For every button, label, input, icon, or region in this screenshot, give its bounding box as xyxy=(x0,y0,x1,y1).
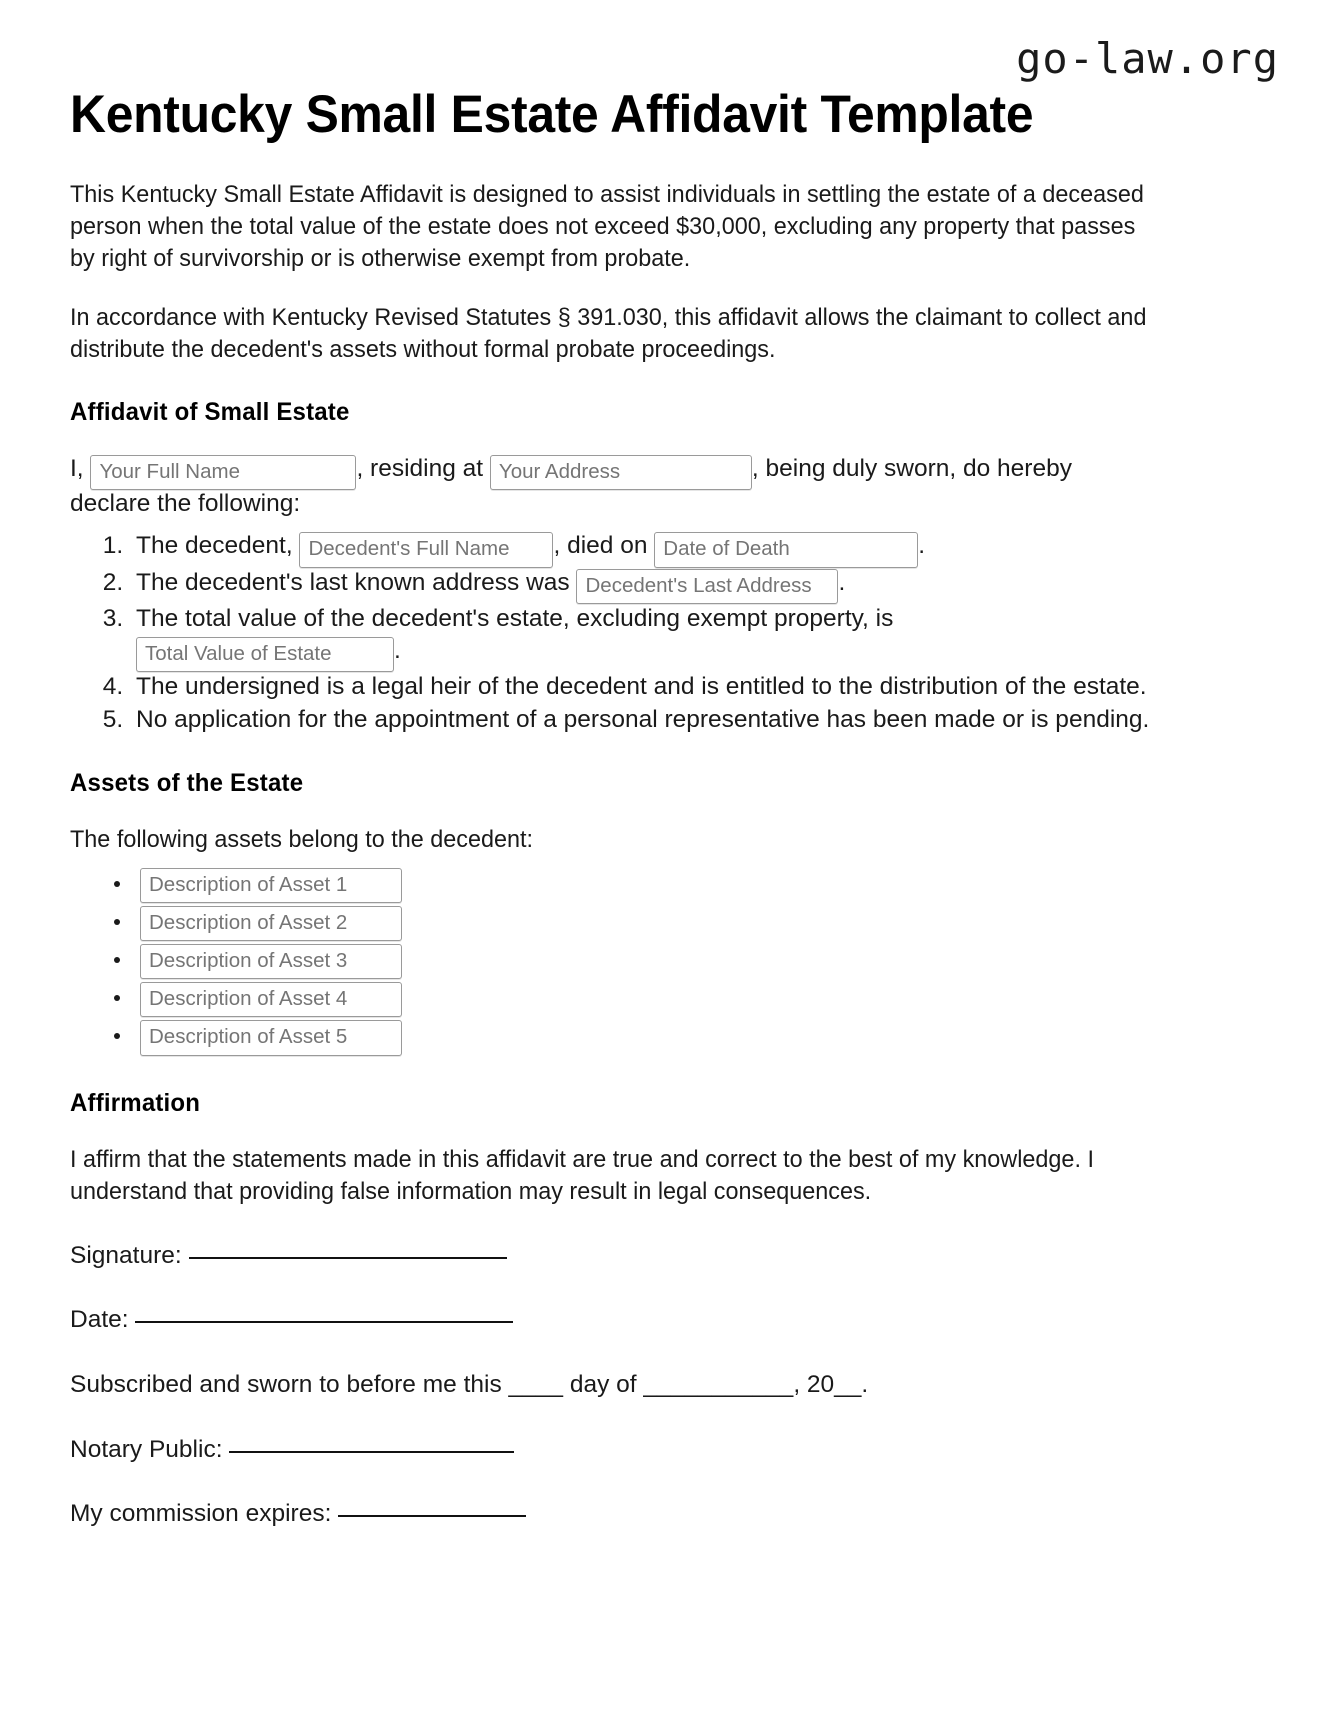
intro-paragraph-2: In accordance with Kentucky Revised Statutes § 391.030, this affidavit allows the claimant to collect and distribute the decedent's assets without formal probate proceedings. xyxy=(70,303,1147,363)
declaration-lead-middle: , residing at xyxy=(356,454,484,482)
declaration-item-5-text: No application for the appointment of a personal representative has been made or is pending. xyxy=(136,705,1150,733)
signature-block xyxy=(70,1240,1155,1531)
notary-label: Notary Public: xyxy=(70,1435,223,1463)
declaration-lead-prefix: I, xyxy=(70,454,84,482)
declaration-lead xyxy=(70,453,1155,521)
intro-paragraph-1: This Kentucky Small Estate Affidavit is designed to assist individuals in settling the estate of a deceased person when the total value of the estate does not exceed $30,000, excluding any property that passes by right of survivorship or is otherwise exempt from probate. xyxy=(70,181,1144,273)
declaration-item-4 xyxy=(130,671,1155,704)
section-heading-assets: Assets of the Estate xyxy=(70,768,304,797)
commission-line xyxy=(70,1498,1155,1531)
sworn-middle: day of xyxy=(569,1370,637,1398)
page-title: Kentucky Small Estate Affidavit Template xyxy=(70,85,1034,144)
declaration-item-1 xyxy=(130,530,1155,566)
asset-2-input[interactable] xyxy=(140,906,402,941)
sworn-month-blank[interactable]: ___________ xyxy=(643,1370,794,1398)
date-line xyxy=(70,1304,1155,1337)
total-value-input[interactable] xyxy=(136,637,394,672)
assets-list xyxy=(70,866,1155,1054)
declaration-item-4-text: The undersigned is a legal heir of the decedent and is entitled to the distribution of the estate. xyxy=(136,672,1147,700)
list-item xyxy=(132,904,1155,939)
affirmation-text: I affirm that the statements made in this affidavit are true and correct to the best of my knowledge. I understand that providing false information may result in legal consequences. xyxy=(70,1145,1094,1205)
sworn-suffix: , 20__. xyxy=(793,1370,869,1398)
declaration-item-2-prefix: The decedent's last known address was xyxy=(136,568,570,596)
date-of-death-input[interactable] xyxy=(654,532,918,567)
address-input[interactable] xyxy=(490,455,752,490)
declaration-lead-suffix: , being duly sworn, do hereby declare the following: xyxy=(70,454,1072,517)
declaration-list xyxy=(70,530,1155,736)
notary-line xyxy=(70,1434,1155,1467)
list-item xyxy=(132,866,1155,901)
decedent-name-input[interactable] xyxy=(299,532,553,567)
declaration-item-5 xyxy=(130,704,1155,737)
decedent-last-address-input[interactable] xyxy=(576,569,838,604)
signature-line xyxy=(70,1240,1155,1273)
asset-3-input[interactable] xyxy=(140,944,402,979)
date-rule[interactable] xyxy=(135,1321,513,1323)
declaration-item-3-suffix: . xyxy=(394,636,401,664)
declaration-item-3-prefix: The total value of the decedent's estate, excluding exempt property, is xyxy=(136,604,894,632)
site-watermark: go-law.org xyxy=(1016,34,1279,83)
list-item xyxy=(132,942,1155,977)
list-item xyxy=(132,980,1155,1015)
document-content xyxy=(70,0,1155,1531)
sworn-prefix: Subscribed and sworn to before me this xyxy=(70,1370,502,1398)
commission-rule[interactable] xyxy=(338,1515,526,1517)
asset-4-input[interactable] xyxy=(140,982,402,1017)
date-label: Date: xyxy=(70,1306,129,1334)
declaration-item-3 xyxy=(130,603,1155,671)
sworn-day-blank[interactable]: ____ xyxy=(508,1370,564,1398)
commission-label: My commission expires: xyxy=(70,1500,332,1528)
list-item xyxy=(132,1018,1155,1053)
signature-label: Signature: xyxy=(70,1241,182,1269)
declaration-item-2-suffix: . xyxy=(838,568,846,596)
section-heading-affirmation: Affirmation xyxy=(70,1088,201,1117)
declaration-item-1-middle: , died on xyxy=(553,532,648,560)
declaration-item-1-suffix: . xyxy=(918,532,926,560)
declaration-item-1-prefix: The decedent, xyxy=(136,532,293,560)
signature-rule[interactable] xyxy=(189,1257,507,1259)
full-name-input[interactable] xyxy=(90,455,356,490)
asset-5-input[interactable] xyxy=(140,1020,402,1055)
sworn-line xyxy=(70,1369,1155,1402)
section-heading-affidavit: Affidavit of Small Estate xyxy=(70,397,350,426)
declaration-item-2 xyxy=(130,567,1155,603)
notary-rule[interactable] xyxy=(229,1451,514,1453)
assets-intro: The following assets belong to the decedent: xyxy=(70,825,534,853)
asset-1-input[interactable] xyxy=(140,868,402,903)
